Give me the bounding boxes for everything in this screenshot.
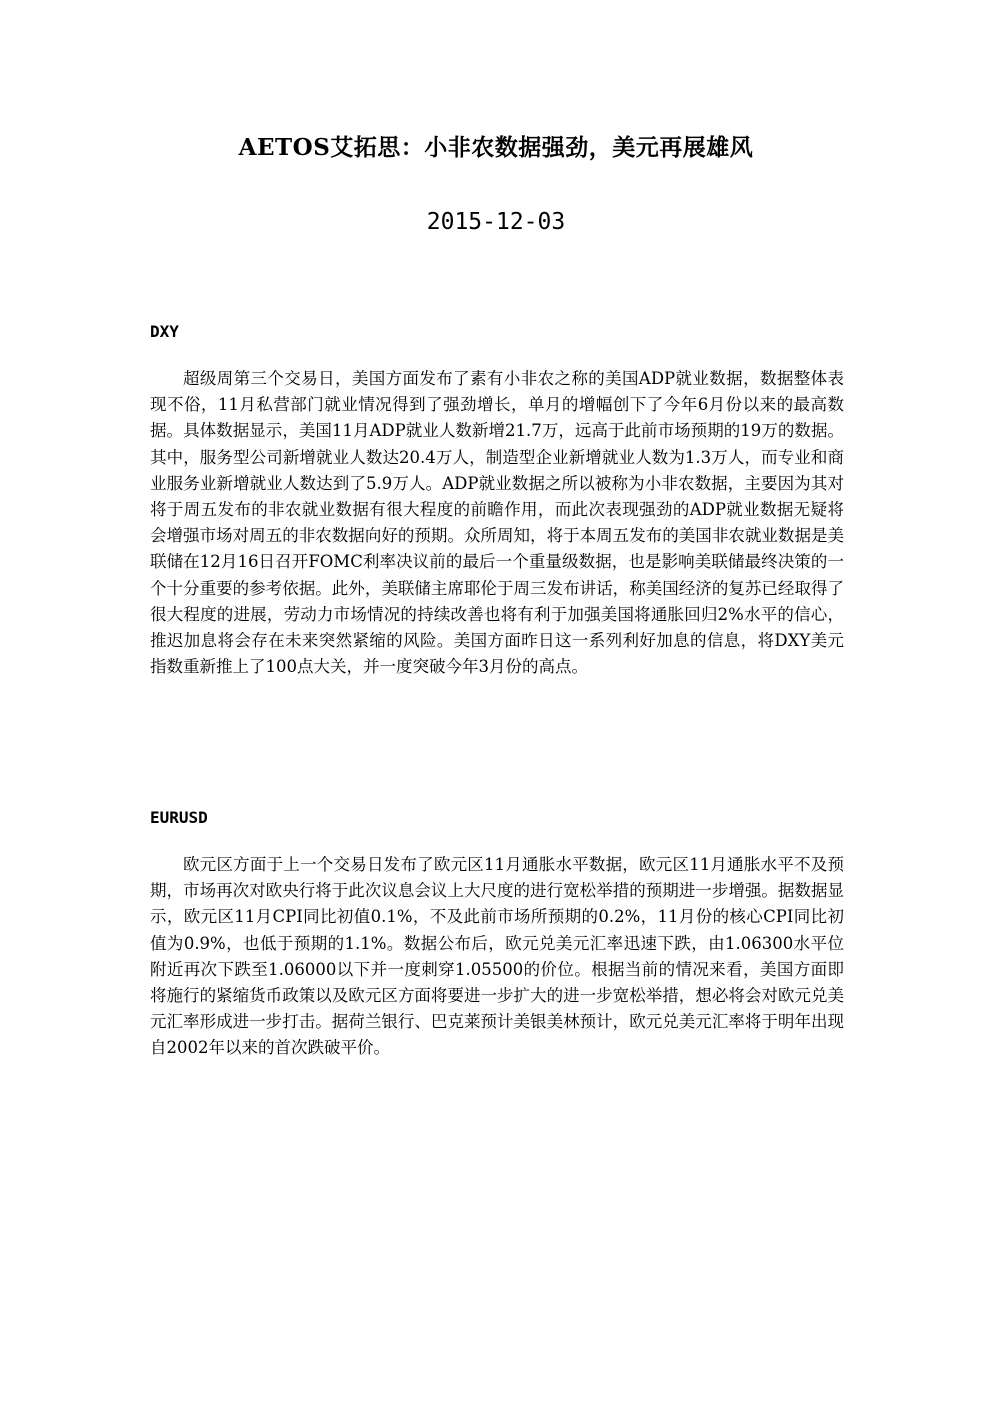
section-body-eurusd: 欧元区方面于上一个交易日发布了欧元区11月通胀水平数据，欧元区11月通胀水平不及预期，市场再次对欧央行将于此次议息会议上大尺度的进行宽松举措的预期进一步增强。据数据显示，欧元区11月CPI同比初值0.1%，不及此前市场所预期的0.2%，11月份的核心CPI同比初值为0.9%，也低于预期的1.1%。数据公布后，欧元兑美元汇率迅速下跌，由1.06300水平位附近再次下跌至1.06000以下并一度刺穿1.05500的价位。根据当前的情况来看，美国方面即将施行的紧缩货币政策以及欧元区方面将要进一步扩大的进一步宽松举措，想必将会对欧元兑美元汇率形成进一步打击。据荷兰银行、巴克莱预计美银美林预计，欧元兑美元汇率将于明年出现自2002年以来的首次跌破平价。 [150, 855, 844, 1058]
section-heading-eurusd: EURUSD [150, 808, 208, 827]
section-dxy [150, 320, 844, 680]
section-body-dxy: 超级周第三个交易日，美国方面发布了素有小非农之称的美国ADP就业数据，数据整体表现不俗，11月私营部门就业情况得到了强劲增长，单月的增幅创下了今年6月份以来的最高数据。具体数据显示，美国11月ADP就业人数新增21.7万，远高于此前市场预期的19万的数据。其中，服务型公司新增就业人数达20.4万人，制造型企业新增就业人数为1.3万人，而专业和商业服务业新增就业人数达到了5.9万人。ADP就业数据之所以被称为小非农数据，主要因为其对将于周五发布的非农就业数据有很大程度的前瞻作用，而此次表现强劲的ADP就业数据无疑将会增强市场对周五的非农数据向好的预期。众所周知，将于本周五发布的美国非农就业数据是美联储在12月16日召开FOMC利率决议前的最后一个重量级数据，也是影响美联储最终决策的一个十分重要的参考依据。此外，美联储主席耶伦于周三发布讲话，称美国经济的复苏已经取得了很大程度的进展，劳动力市场情况的持续改善也将有利于加强美国将通胀回归2%水平的信心，推迟加息将会存在未来突然紧缩的风险。美国方面昨日这一系列利好加息的信息，将DXY美元指数重新推上了100点大关，并一度突破今年3月份的高点。 [150, 369, 844, 677]
section-eurusd [150, 806, 844, 1062]
document-title: AETOS艾拓思：小非农数据强劲，美元再展雄风 [238, 134, 754, 161]
document-date: 2015-12-03 [426, 209, 566, 235]
section-heading-dxy: DXY [150, 322, 179, 341]
